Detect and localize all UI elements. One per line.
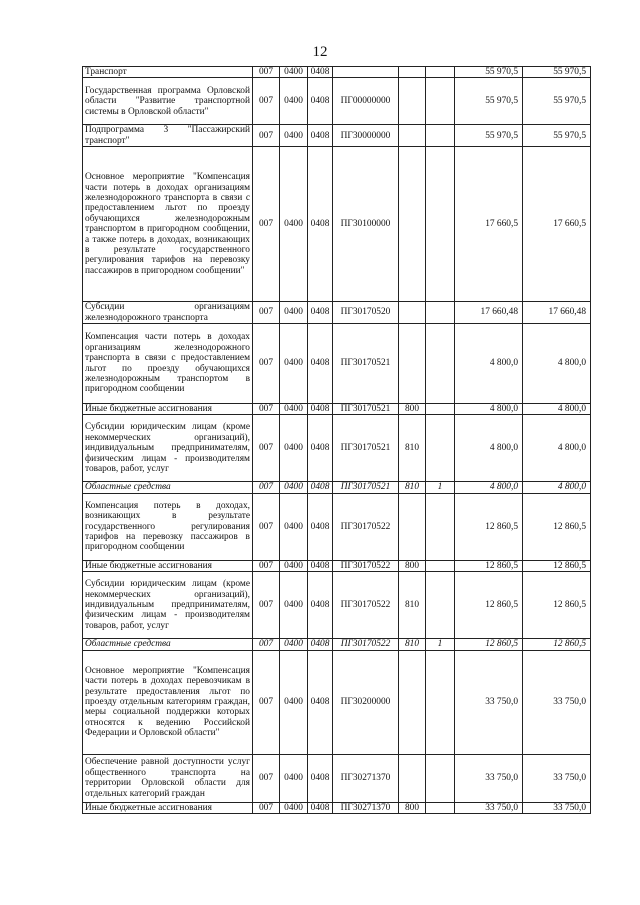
- cell-code-src: [426, 802, 455, 813]
- cell-row-name: Иные бюджетные ассигнования: [83, 802, 253, 813]
- cell-code-csr: ПГ00000000: [333, 78, 399, 125]
- cell-row-name: Субсидии юридическим лицам (кроме некоммерческих организаций), индивидуальным предпринимателям, физическим лицам - производителям товаров, работ, услуг: [83, 415, 253, 482]
- cell-code-razd: 0400: [280, 147, 308, 302]
- table-row: [83, 572, 591, 639]
- cell-row-name: Государственная программа Орловской области "Развитие транспортной системы в Орловской области": [83, 78, 253, 125]
- cell-code-src: [426, 67, 455, 78]
- cell-code-ved: 007: [253, 493, 280, 560]
- cell-code-ved: 007: [253, 147, 280, 302]
- cell-code-podrazd: 0408: [308, 404, 333, 415]
- cell-code-vr: [399, 147, 426, 302]
- cell-code-razd: 0400: [280, 404, 308, 415]
- table-row: [83, 754, 591, 802]
- cell-code-ved: 007: [253, 78, 280, 125]
- cell-code-src: [426, 125, 455, 147]
- cell-code-ved: 007: [253, 482, 280, 493]
- cell-code-csr: ПГ30170520: [333, 302, 399, 324]
- table-row: [83, 650, 591, 754]
- cell-sum-1: 17 660,5: [455, 147, 523, 302]
- cell-code-vr: 800: [399, 404, 426, 415]
- cell-code-src: [426, 560, 455, 571]
- table-row: [83, 482, 591, 493]
- cell-code-vr: 810: [399, 639, 426, 650]
- cell-row-name: Транспорт: [83, 67, 253, 78]
- cell-code-podrazd: 0408: [308, 650, 333, 754]
- cell-sum-1: 33 750,0: [455, 754, 523, 802]
- cell-code-vr: [399, 125, 426, 147]
- table-row: [83, 324, 591, 404]
- cell-code-podrazd: 0408: [308, 560, 333, 571]
- cell-sum-1: 12 860,5: [455, 560, 523, 571]
- table-row: [83, 404, 591, 415]
- cell-row-name: Подпрограмма 3 "Пассажирский транспорт": [83, 125, 253, 147]
- cell-code-src: [426, 324, 455, 404]
- cell-sum-2: 55 970,5: [523, 125, 591, 147]
- cell-code-ved: 007: [253, 404, 280, 415]
- cell-code-razd: 0400: [280, 802, 308, 813]
- cell-code-src: 1: [426, 482, 455, 493]
- cell-code-vr: [399, 302, 426, 324]
- cell-code-csr: ПГ30000000: [333, 125, 399, 147]
- cell-row-name: Компенсация потерь в доходах, возникающих в результате государственного регулирования тарифов на перевозку пассажиров в пригородном сообщении: [83, 493, 253, 560]
- cell-sum-2: 17 660,48: [523, 302, 591, 324]
- cell-code-csr: ПГ30271370: [333, 754, 399, 802]
- cell-code-ved: 007: [253, 560, 280, 571]
- cell-code-csr: ПГ30170522: [333, 560, 399, 571]
- cell-code-razd: 0400: [280, 639, 308, 650]
- cell-sum-2: 33 750,0: [523, 754, 591, 802]
- cell-sum-2: 12 860,5: [523, 572, 591, 639]
- budget-table: [82, 66, 591, 814]
- cell-code-src: [426, 404, 455, 415]
- cell-row-name: Субсидии юридическим лицам (кроме некоммерческих организаций), индивидуальным предпринимателям, физическим лицам - производителям товаров, работ, услуг: [83, 572, 253, 639]
- table-row: [83, 802, 591, 813]
- cell-code-razd: 0400: [280, 650, 308, 754]
- cell-sum-2: 17 660,5: [523, 147, 591, 302]
- cell-code-csr: ПГ30170521: [333, 324, 399, 404]
- cell-sum-1: 4 800,0: [455, 482, 523, 493]
- cell-code-podrazd: 0408: [308, 802, 333, 813]
- cell-code-csr: ПГ30170522: [333, 639, 399, 650]
- cell-code-razd: 0400: [280, 67, 308, 78]
- cell-sum-2: 55 970,5: [523, 67, 591, 78]
- cell-code-ved: 007: [253, 802, 280, 813]
- cell-code-src: [426, 302, 455, 324]
- cell-code-podrazd: 0408: [308, 639, 333, 650]
- cell-code-src: [426, 147, 455, 302]
- cell-code-razd: 0400: [280, 78, 308, 125]
- cell-code-podrazd: 0408: [308, 493, 333, 560]
- cell-code-ved: 007: [253, 324, 280, 404]
- cell-code-razd: 0400: [280, 754, 308, 802]
- cell-sum-1: 4 800,0: [455, 404, 523, 415]
- cell-sum-1: 12 860,5: [455, 639, 523, 650]
- cell-code-razd: 0400: [280, 302, 308, 324]
- cell-sum-1: 33 750,0: [455, 650, 523, 754]
- cell-code-razd: 0400: [280, 324, 308, 404]
- cell-sum-1: 55 970,5: [455, 78, 523, 125]
- cell-code-src: [426, 78, 455, 125]
- cell-code-podrazd: 0408: [308, 125, 333, 147]
- table-row: [83, 415, 591, 482]
- cell-code-razd: 0400: [280, 572, 308, 639]
- cell-code-csr: ПГ30200000: [333, 650, 399, 754]
- table-body: [83, 67, 591, 814]
- table-row: [83, 302, 591, 324]
- cell-code-csr: ПГ30271370: [333, 802, 399, 813]
- cell-code-csr: ПГ30170522: [333, 493, 399, 560]
- cell-sum-1: 33 750,0: [455, 802, 523, 813]
- cell-row-name: Областные средства: [83, 639, 253, 650]
- cell-code-vr: [399, 493, 426, 560]
- cell-code-vr: [399, 650, 426, 754]
- cell-code-vr: 800: [399, 560, 426, 571]
- cell-row-name: Компенсация части потерь в доходах организациям железнодорожного транспорта в связи с предоставлением льгот по проезду обучающихся железнодорожным транспортом в пригородном сообщении: [83, 324, 253, 404]
- cell-code-ved: 007: [253, 572, 280, 639]
- cell-sum-2: 4 800,0: [523, 324, 591, 404]
- cell-sum-2: 4 800,0: [523, 482, 591, 493]
- cell-code-ved: 007: [253, 67, 280, 78]
- cell-sum-1: 55 970,5: [455, 125, 523, 147]
- cell-sum-1: 12 860,5: [455, 572, 523, 639]
- cell-code-vr: [399, 78, 426, 125]
- cell-code-ved: 007: [253, 650, 280, 754]
- cell-code-csr: ПГ30170521: [333, 482, 399, 493]
- cell-code-vr: 810: [399, 572, 426, 639]
- cell-code-podrazd: 0408: [308, 78, 333, 125]
- cell-code-podrazd: 0408: [308, 324, 333, 404]
- cell-code-ved: 007: [253, 754, 280, 802]
- cell-sum-1: 55 970,5: [455, 67, 523, 78]
- table-row: [83, 78, 591, 125]
- cell-code-podrazd: 0408: [308, 415, 333, 482]
- cell-code-razd: 0400: [280, 125, 308, 147]
- cell-code-vr: 800: [399, 802, 426, 813]
- cell-code-src: [426, 572, 455, 639]
- cell-code-src: [426, 415, 455, 482]
- cell-sum-2: 55 970,5: [523, 78, 591, 125]
- cell-code-ved: 007: [253, 639, 280, 650]
- cell-row-name: Иные бюджетные ассигнования: [83, 404, 253, 415]
- cell-code-src: 1: [426, 639, 455, 650]
- table-row: [83, 125, 591, 147]
- cell-sum-1: 17 660,48: [455, 302, 523, 324]
- cell-code-podrazd: 0408: [308, 147, 333, 302]
- cell-code-src: [426, 493, 455, 560]
- cell-code-csr: ПГ30100000: [333, 147, 399, 302]
- table-row: [83, 67, 591, 78]
- cell-sum-2: 33 750,0: [523, 802, 591, 813]
- cell-code-csr: ПГ30170522: [333, 572, 399, 639]
- cell-code-podrazd: 0408: [308, 754, 333, 802]
- table-row: [83, 493, 591, 560]
- cell-row-name: Иные бюджетные ассигнования: [83, 560, 253, 571]
- cell-sum-2: 12 860,5: [523, 639, 591, 650]
- cell-code-razd: 0400: [280, 482, 308, 493]
- cell-sum-2: 33 750,0: [523, 650, 591, 754]
- cell-row-name: Основное мероприятие "Компенсация части потерь в доходах организациям железнодорожного транспорта в связи с предоставлением льгот по проезду обучающихся железнодорожным транспортом в пригородном сообщении, а также потерь в доходах, возникающих в результате государственного регулирования тарифов на перевозку пассажиров в пригородном сообщении": [83, 147, 253, 302]
- cell-code-vr: 810: [399, 415, 426, 482]
- table-row: [83, 147, 591, 302]
- page-number: 12: [312, 44, 328, 60]
- cell-code-ved: 007: [253, 302, 280, 324]
- cell-code-csr: ПГ30170521: [333, 404, 399, 415]
- cell-code-csr: [333, 67, 399, 78]
- cell-sum-2: 4 800,0: [523, 404, 591, 415]
- cell-code-src: [426, 650, 455, 754]
- table-row: [83, 639, 591, 650]
- cell-code-csr: ПГ30170521: [333, 415, 399, 482]
- cell-code-vr: [399, 754, 426, 802]
- cell-code-razd: 0400: [280, 493, 308, 560]
- cell-code-vr: [399, 67, 426, 78]
- cell-row-name: Основное мероприятие "Компенсация части потерь в доходах перевозчикам в результате предоставления льгот по проезду отдельным категориям граждан, меры социальной поддержки которых относятся к ведению Российской Федерации и Орловской области": [83, 650, 253, 754]
- cell-sum-1: 12 860,5: [455, 493, 523, 560]
- cell-code-ved: 007: [253, 415, 280, 482]
- cell-row-name: Субсидии организациям железнодорожного транспорта: [83, 302, 253, 324]
- cell-code-src: [426, 754, 455, 802]
- cell-sum-2: 4 800,0: [523, 415, 591, 482]
- cell-code-podrazd: 0408: [308, 482, 333, 493]
- cell-row-name: Областные средства: [83, 482, 253, 493]
- cell-code-razd: 0400: [280, 560, 308, 571]
- cell-code-vr: 810: [399, 482, 426, 493]
- cell-sum-1: 4 800,0: [455, 324, 523, 404]
- cell-code-podrazd: 0408: [308, 67, 333, 78]
- cell-code-podrazd: 0408: [308, 572, 333, 639]
- cell-code-ved: 007: [253, 125, 280, 147]
- cell-sum-2: 12 860,5: [523, 493, 591, 560]
- cell-sum-1: 4 800,0: [455, 415, 523, 482]
- table-row: [83, 560, 591, 571]
- cell-sum-2: 12 860,5: [523, 560, 591, 571]
- cell-row-name: Обеспечение равной доступности услуг общественного транспорта на территории Орловской области для отдельных категорий граждан: [83, 754, 253, 802]
- cell-code-podrazd: 0408: [308, 302, 333, 324]
- cell-code-vr: [399, 324, 426, 404]
- cell-code-razd: 0400: [280, 415, 308, 482]
